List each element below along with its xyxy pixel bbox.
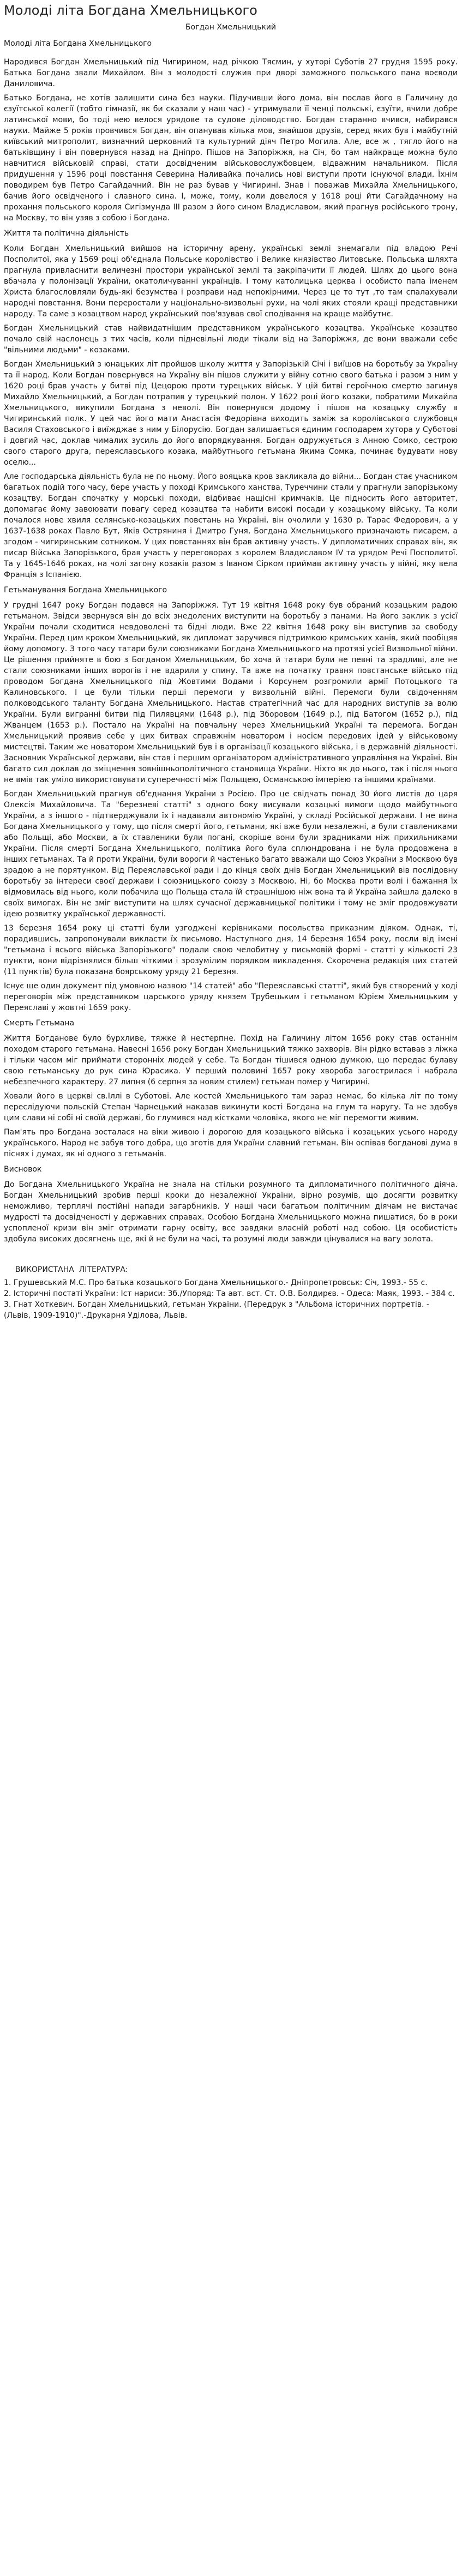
reference-item: 1. Грушевський М.С. Про батька козацького Богдана Хмельницького.- Дніпропетровськ: Січ, 1993.- 55 с. [4, 1278, 428, 1287]
paragraph: Але господарська діяльність була не по ньому. Його вояцька кров закликала до війни... Богдан стає учасником багатьох подій того часу, бере участь у поході Кримського ханства, Туреччини стали у прагнули запорізькому козацтву. Богдан спочатку у морські походи, відбиває нащісні кримчаків. Це підносить його авторитет, допомагає йому завоювати повагу серед козацтва та набити високі посади у козацькому війську. Та коли почалося нове хвиля селянсько-козацьких повстань на Україні, він очолили у 1630 р. Тарас Федорович, а у 1637-1638 роках Павло Бут, Яків Остряниня і Дмитро Гуня, Богдана Хмельницького призначають писарем, а згодом - чигиринським сотником. У цих повстаннях він брав активну участь. У дипломатичних справах він, як писар Війська Запорізького, брав участь у переговорах з королем Владиславом IV та урядом Речі Посполитої. Та у 1645-1646 роках, на чолі загону козаків разом з Іваном Сірком приймав активну участь у війні, яку вела Франція з Іспанією. [4, 472, 458, 579]
section-heading: Життя та політична діяльність [4, 229, 129, 238]
section-heading: Висновок [4, 1165, 42, 1174]
article-section [4, 228, 458, 580]
paragraph: 13 березня 1654 року ці статті були узгоджені керівниками посольства приказним діяком. Однак, ті, порадившись, запропонували викласти їх письмово. Наступного дня, 14 березня 1654 року, посли від імені "гетьмана і всього війська Запорізького" подали свою челобитну у письмовій формі - статті у кількості 23 пункти, вони відрізнялися більш чіткими і зрозумілим порядком викладення. Скорочена редакція цих статей (11 пунктів) була показана боярському уряду 21 березня. [4, 924, 458, 976]
paragraph: Батько Богдана, не хотів залишити сина без науки. Підучивши його дома, він послав його в Галичину до єзуїтської колегії (тобто гімназії, як би сказали у наш час) - утримували її ченці польські, єзуїти, вчили добре латинської мови, бо тоді нею велося урядове та судове діловодство. Богдан старанно вчився, набирався науки. Майже 5 років провчився Богдан, він опанував кілька мов, знайшов друзів, серед яких був і майбутній київський митрополит, визначний церковний та культурний діяч Петро Могила. Але, все ж , тягло його на батьківщину і він повернувся назад на Дніпро. Пішов на Запоріжжя, на Січ, бо там найкраще можна було навчитися військовій справі, стати досвідченим військовослужбовцем, відважним начальником. Після придушення у 1596 році повстання Северина Наливайка почались нові виступи проти існуючої влади. Їхнім поводирем був Петро Сагайдачний. Він не раз бував у Чигирині. Знав і поважав Михайла Хмельницького, бачив його освідченого і славного сина. І, може, тому, коли довелося у 1618 році йти Сагайдачному на прохання польського короля Сигізмунда ІІІ разом з його сином Владиславом, який прагнув російського трону, на Москву, то він узяв з собою і Богдана. [4, 94, 458, 223]
article-section [4, 1164, 458, 1245]
paragraph: Богдан Хмельницький прагнув об'єднання України з Росією. Про це свідчать понад 30 його листів до царя Олексія Михайловича. Та "березневі статті" з одного боку висували козацькі вимоги щодо майбутнього України, а з іншого - підтверджували їх і надавали автономію Україні, у складі Російської держави. І не вина Богдана Хмельницького у тому, що після смерті його, гетьмани, які вже були незалежні, а були ставлениками або Польщі, або Москви, а їх ставленики були погані, скоріше вони були зрадниками ніж прихильниками України. Після смерті Богдана Хмельницького, політика його була сплюндрована і не була продовжена в інших гетьманах. Та й проти України, були вороги й частенько багато вважали що Союз України з Москвою був зрадою а не порятунком. Від Переяславської ради і до кінця своїх днів Богдан Хмельницький вів послідовну боротьбу за інтереси своєї держави і союзницького союзу з Москвою. Ні, бо Москва проти волі і бажання їх відмовилась від нього, коли побачила що Польща стала їй страшнішою ніж вона та й Україна зайшла далеко в своїх вимогах. Він не зміг виступити на шлях сучасної державницької політики і тому не зміг продовжувати ідею розвитку української державності. [4, 790, 458, 918]
references-block [4, 1264, 458, 1321]
paragraph: До Богдана Хмельницького Україна не знала на стільки розумного та дипломатичного політичного діяча. Богдан Хмельницький зробив перші кроки до незалежної України, вірно розумів, що досягти розвитку неможливо, терплячі постійні напади загарбників. У наші часи багатьом політичним діячам не вистачає мудрості та досвідченості у державних справах. Особою Богдана Хмельницького можна пишатися, бо в роки успопленої кризи він зміг отримати гарну освіту, все завдяки власній роботі над собою. Ця особистість здобула високих досягнень ще, які й не були на часі, та розумні люди завжди цінувалися на вагу золота. [4, 1180, 458, 1244]
references-heading: ВИКОРИСТАНА ЛІТЕРАТУРА: [10, 1265, 128, 1274]
section-heading: Гетьманування Богдана Хмельницького [4, 586, 167, 595]
references-list [4, 1277, 458, 1321]
page-title: Молоді літа Богдана Хмельницького [4, 3, 257, 18]
paragraph: Існує ще один документ під умовною назвою "14 статей" або "Переяславські статті", який був створений у ході переговорів між представником царського уряду князем Трубецьким і гетьманом Юрієм Хмельницьким у Переяславі у жовтні 1659 року. [4, 982, 458, 1012]
section-heading: Смерть Гетьмана [4, 1019, 75, 1028]
paragraph: Народився Богдан Хмельницький під Чигирином, над річкою Тясмин, у хуторі Суботів 27 грудня 1595 року. Батька Богдана звали Михайлом. Він з молодості служив при дворі заможного польського пана воєводи Даниловича. [4, 58, 458, 88]
article-section [4, 1018, 458, 1160]
paragraph: Богдан Хмельницький став найвидатнішим представником українського козацтва. Українське козацтво почало свій наслонець з тих часів, коли підневільні люди тікали від на Запоріжжя, де вони вважали себе "вільними людьми" - козаками. [4, 324, 458, 355]
author-name: Богдан Хмельницький [185, 23, 277, 32]
article-body [4, 57, 458, 1245]
paragraph: Коли Богдан Хмельницький вийшов на історичну арену, українські землі знемагали під владою Речі Посполитої, яка у 1569 році об'єднала Польське королівство і Велике князівство Литовське. Польська шляхта прагнула привласнити величезні простори української землі та закріпачити її людей. Шлях до цього вона вбачала у полонізації України, окатоличуванні українців. І тому католицька церква і особисто папа іменем Христа благословляли будь-які безумства і розправи над непокірними. Через це то тут ,то там спалахували народні повстання. Вони переростали у національно-визвольні рухи, на чолі яких стояли кращі представники народу. Та саме з козацтвом народ український пов'язував свої сподівання на краще майбутнє. [4, 244, 458, 319]
article-section [4, 585, 458, 1013]
article-section [4, 57, 458, 224]
reference-item: 3. Гнат Хоткевич. Богдан Хмельницький, гетьман України. (Передрук з "Альбома історичних портретів. - (Львів, 1909-1910)".-Друкарня Уділова, Львів. [4, 1300, 429, 1320]
paragraph: У грудні 1647 року Богдан подався на Запоріжжя. Тут 19 квітня 1648 року був обраний козацьким радою гетьманом. Звідси звернувся він до всіх знедолених виступити на боротьбу з панами. На його заклик з усієї України почали сходитися невдоволені та бідні люди. Вже 22 квітня 1648 року він виступив за свободу України. Перед цим кроком Хмельницький, як дипломат заручився підтримкою кримських ханів, який пообіцяв йому допомогу. З того часу татари були союзниками Богдана Хмельницького на протязі усієї Визвольної війни. Це рішення прийняте в бою з Богданом Хмельницьким, бо хоча й татари були не певні та зрадливі, але не стали союзниками інших ворогів і не вдарили у спину. Та вже на початку травня повстанське військо під проводом Богдана Хмельницького під Жовтими Водами і Корсунем розгромили армії Потоцького та Калиновського. І це були тільки перші перемоги у визвольній війні. Перемоги були свідоченням полководського таланту Богдана Хмельницького. Настав стратегічний час для народних виступів за волю України. Були вигранні битви під Пилявцями (1648 р.), під Зборовом (1649 р.), під Батогом (1652 р.), під Жванцем (1653 р.). Постало на Україні на повчальну через Хмельницький Україні та перемога. Богдан Хмельницький проявив себе у цих битвах справжнім новатором і носієм передових ідей у військовому мистецтві. Таким же новатором Хмельницький був і в організації козацького війська, і в державній діяльності. Засновник Української держави, він став і першим організатором адміністративного управління на Україні. Він багато сил доклав до зміцнення зовнішньополітичного становища України. Ніхто як до нього, так і після нього не вмів так уміло використовувати суперечності між Польщею, Османською імперією та іншими країнами. [4, 601, 458, 784]
reference-item: 2. Історичні постаті України: Іст нариси: 3б./Упоряд: Та авт. вст. Ст. О.В. Болдирєв. - Одеса: Маяк, 1993. - 384 с. [4, 1289, 455, 1298]
paragraph: Богдан Хмельницький з юнацьких літ пройшов школу життя у Запорізькій Січі і виїшов на боротьбу за Україну та її народ. Коли Богдан повернувся на Україну він пішов служити у війну сотню свого батька і разом з ним у 1620 році брав участь у битві під Цецорою проти турецьких військ. У цій битві героїчною смертю загинув Михайло Хмельницький, а Богдан потрапив у турецький полон. У 1622 році його козаки, побратими Михайла Хмельницького, викупили Богдана з неволі. Він повернувся додому і пішов на козацьку службу в Чигиринський полк. У цей час його мати Анастасія Федорівна виходить заміж за королівського службовця Василя Стаховського і виїжджає з ним у Білорусію. Богдан залишається єдиним господарем хутора у Суботові і довгий час, доклав чималих зусиль до його впорядкування. Богдан одружується з Анною Сомко, сестрою свого старого друга, переяславського козака, майбутнього гетьмана Якима Сомка, починає будувати нову оселю... [4, 360, 458, 467]
paragraph: Ховали його в церкві св.Іллі в Суботові. Але костей Хмельницького там зараз немає, бо кілька літ по тому переслідуючи польскій Степан Чарнецький наказав викинути кості Богдана на глум та наругу. Та не здобув цим слави ні собі ні своїй державі, бо глумився над кістками чоловіка, якого не міг перемогти живим. [4, 1092, 458, 1122]
article-subtitle: Молоді літа Богдана Хмельницького [4, 39, 152, 48]
paragraph: Життя Богданове було бурхливе, тяжке й нестерпне. Похід на Галичину літом 1656 року став останнім походом старого гетьмана. Навесні 1656 року Богдан Хмельницький тяжко захворів. Він рідко вставав з ліжка і тільки часом міг приймати сторонніх людей у себе. Та Богдан тішився одною думкою, що передає булаву свою гетьманську до рук сина Юрасика. У перший половині 1657 року хвороба загострилася і набрала небезпечного характеру. 27 липня (6 серпня за новим стилем) гетьман помер у Чигирині. [4, 1034, 458, 1086]
paragraph: Пам'ять про Богдана зосталася на віки живою і дорогою для козацького війська і козацьких усього народу українського. Народ не забув того добра, що зготів для України славний гетьман. Він оспівав богданові дума в піснях і думах, як ні одного з гетьманів. [4, 1128, 458, 1158]
